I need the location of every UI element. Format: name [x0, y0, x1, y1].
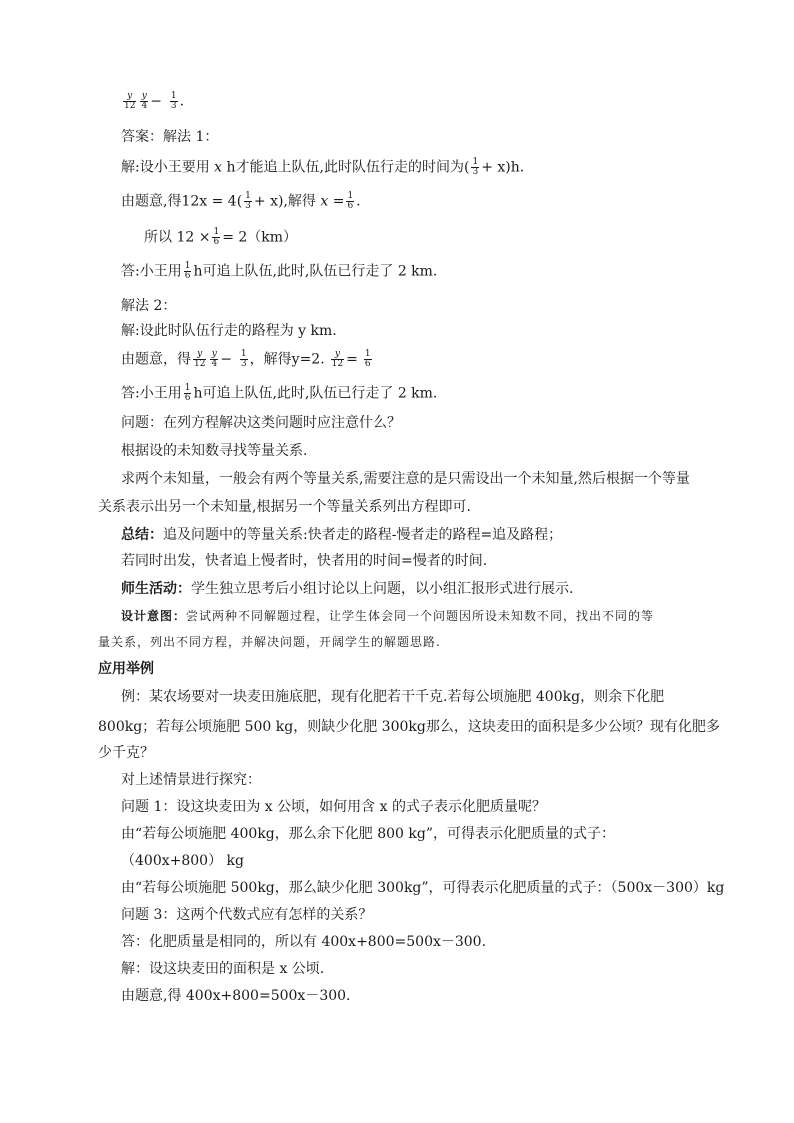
- fraction: $\frac{1}{3}$: [472, 157, 479, 177]
- fraction: $\frac{y}{12}$: [331, 349, 344, 369]
- question-1-answer-2: （400x+800） kg: [121, 853, 244, 869]
- solution2-line2: 由题意，得 $\frac{y}{12}$ $\frac{y}{4}$ − $\frac{1}{3}$ ，解得y=2. $\frac{y}{12}$ = $\frac{1}{6}$: [121, 349, 371, 369]
- example-line-1: 例：某农场要对一块麦田施底肥，现有化肥若干千克.若每公顷施肥 400kg，则余下化肥: [121, 689, 665, 705]
- solution2-label: 解法 2：: [121, 298, 177, 314]
- example-line-2: 800kg；若每公顷施肥 500 kg，则缺少化肥 300kg那么，这块麦田的面积是多少公顷？现有化肥多: [98, 719, 720, 735]
- summary-line-2: 若同时出发，快者追上慢者时，快者用的时间=慢者的时间.: [121, 553, 488, 569]
- question-line: 问题：在列方程解决这类问题时应注意什么？: [121, 415, 401, 431]
- fraction: $\frac{1}{6}$: [213, 227, 220, 247]
- fraction: $\frac{y}{4}$: [211, 349, 218, 369]
- design-line-1: 设计意图：尝试两种不同解题过程，让学生体会同一个问题因所设未知数不同，找出不同的等: [121, 609, 655, 623]
- solution2-answer: 答:小王用 $\frac{1}{6}$ h可追上队伍,此时,队伍已行走了 2 km.: [121, 383, 438, 403]
- solution-line-a: 解：设这块麦田的面积是 x 公顷.: [121, 961, 325, 977]
- question-3-answer: 答：化肥质量是相同的，所以有 400x+800=500x－300.: [121, 934, 487, 950]
- solution-line-b: 由题意,得 400x+800=500x－300.: [121, 988, 351, 1004]
- fraction: $\frac{y}{12}$: [124, 91, 136, 111]
- design-line-2: 量关系，列出不同方程，并解决问题，开阔学生的解题思路.: [98, 635, 441, 649]
- activity-line: 师生活动：学生独立思考后小组讨论以上问题，以小组汇报形式进行展示.: [121, 581, 574, 597]
- fraction: $\frac{1}{6}$: [184, 261, 191, 281]
- example-line-3: 少千克？: [98, 745, 154, 761]
- fraction: $\frac{1}{3}$: [240, 349, 247, 369]
- section-title: 应用举例: [98, 661, 154, 677]
- fraction: $\frac{1}{6}$: [347, 191, 354, 211]
- question-2-answer: 由“若每公顷施肥 500kg，那么缺少化肥 300kg”，可得表示化肥质量的式子：（500x－300）kg: [121, 880, 725, 896]
- question-answer-3: 关系表示出另一个未知量,根据另一个等量关系列出方程即可.: [98, 499, 471, 515]
- question-1-answer-1: 由“若每公顷施肥 400kg，那么余下化肥 800 kg”，可得表示化肥质量的式子：: [121, 826, 615, 842]
- question-answer-2: 求两个未知量，一般会有两个等量关系,需要注意的是只需设出一个未知量,然后根据一个等量: [121, 471, 690, 487]
- fraction: $\frac{1}{6}$: [364, 349, 371, 369]
- question-3: 问题 3：这两个代数式应有怎样的关系？: [121, 907, 373, 923]
- solution1-line3: 所以 12 × $\frac{1}{6}$ = 2（km）: [144, 227, 298, 247]
- fraction: $\frac{1}{6}$: [184, 383, 191, 403]
- fraction: $\frac{1}{3}$: [245, 191, 251, 211]
- question-answer-1: 根据设的未知数寻找等量关系.: [121, 443, 308, 459]
- fraction: $\frac{1}{3}$: [170, 91, 177, 111]
- fraction: $\frac{y}{12}$: [194, 349, 206, 369]
- question-1: 问题 1：设这块麦田为 x 公顷，如何用含 x 的式子表示化肥质量呢？: [121, 799, 546, 815]
- solution1-line2: 由题意,得12x = 4( $\frac{1}{3}$ + x),解得 x = $\frac{1}{6}$ .: [121, 191, 361, 211]
- solution2-line1: 解:设此时队伍行走的路程为 y km.: [121, 323, 337, 339]
- fraction: $\frac{y}{4}$: [141, 91, 148, 111]
- explore-line: 对上述情景进行探究：: [121, 772, 261, 788]
- solution1-line1: 解:设小王要用 x h才能追上队伍,此时队伍行走的时间为( $\frac{1}{3}$ + x)h.: [121, 157, 525, 177]
- solution1-answer: 答:小王用 $\frac{1}{6}$ h可追上队伍,此时,队伍已行走了 2 km.: [121, 261, 438, 281]
- top-expression: $\frac{y}{12}$ $\frac{y}{4}$ − $\frac{1}{3}$ .: [124, 91, 185, 111]
- summary-line: 总结：追及问题中的等量关系:快者走的路程-慢者走的路程=追及路程；: [121, 527, 563, 543]
- answer-label: 答案：解法 1：: [121, 129, 219, 145]
